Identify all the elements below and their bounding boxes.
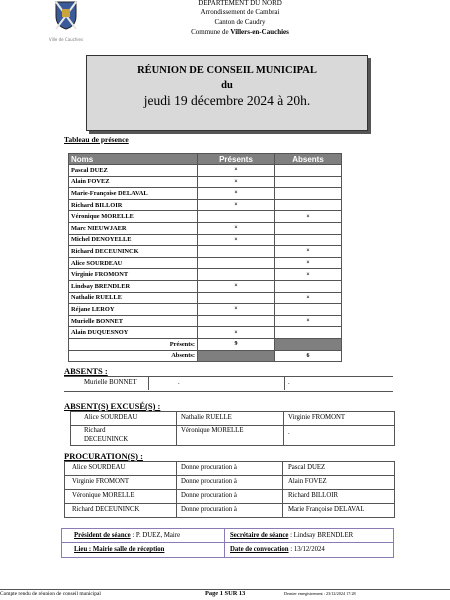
table-row — [69, 234, 342, 246]
total-present-value: 9 — [198, 338, 275, 350]
crest-caption: Ville de Cauchies — [48, 37, 84, 42]
table-row — [69, 211, 342, 223]
member-name: Réjane LEROY — [69, 304, 198, 316]
table-row — [69, 199, 342, 211]
present-mark: × — [198, 234, 275, 246]
absent-mark: × — [275, 269, 342, 281]
present-mark — [198, 246, 275, 258]
excused-5: Véronique MORELLE — [181, 427, 244, 434]
absent-mark: × — [275, 246, 342, 258]
excused-2: Nathalie RUELLE — [181, 414, 232, 421]
absent-person-1: Murielle BONNET — [84, 379, 137, 386]
procuration-to: Richard BILLOIR — [288, 492, 339, 499]
commune-name: Villers-en-Cauchies — [230, 28, 289, 36]
member-name: Richard BILLOIR — [69, 199, 198, 211]
table-row — [69, 292, 342, 304]
footer-page-number: Page 1 SUR 13 — [205, 590, 246, 597]
absent-mark: × — [275, 211, 342, 223]
procuration-from: Véronique MORELLE — [72, 492, 135, 499]
absent-mark: × — [275, 257, 342, 269]
table-row — [69, 304, 342, 316]
meeting-title-du: du — [221, 80, 233, 91]
excused-4-line2: DECEUNINCK — [84, 436, 129, 443]
absent-mark — [275, 304, 342, 316]
procuration-from: Richard DECEUNINCK — [72, 506, 140, 513]
procuration-verb: Donne procuration à — [181, 478, 237, 485]
member-name: Nathalie RUELLE — [69, 292, 198, 304]
absent-mark — [275, 188, 342, 200]
procuration-to: Marie Françoise DELAVAL — [288, 506, 365, 513]
present-mark: × — [198, 327, 275, 339]
present-mark: × — [198, 280, 275, 292]
town-crest-icon — [54, 0, 78, 30]
present-mark — [198, 315, 275, 327]
procuration-to: Pascal DUEZ — [288, 464, 326, 471]
present-mark — [198, 269, 275, 281]
absent-mark — [275, 199, 342, 211]
footer-doc-title: Compte rendu de réunion de conseil municipal — [0, 591, 101, 597]
col-present: Présents — [198, 154, 275, 165]
absent-mark — [275, 280, 342, 292]
present-mark: × — [198, 165, 275, 177]
presence-table — [68, 153, 342, 362]
table-row — [69, 176, 342, 188]
convocation-date-value: : 13/12/2024 — [288, 546, 325, 553]
excused-4-line1: Richard — [84, 427, 106, 434]
total-absent-filler — [198, 350, 275, 362]
table-row — [69, 315, 342, 327]
presence-label: Tableau de présence — [64, 135, 129, 144]
absent-person-2: . — [178, 379, 180, 386]
member-name: Alain DUQUESNOY — [69, 327, 198, 339]
total-absent-value: 6 — [275, 350, 342, 362]
convocation-date-label: Date de convocation — [230, 546, 289, 553]
absent-person-3: . — [288, 379, 290, 386]
president-value: : P. DUEZ, Maire — [130, 532, 181, 539]
presence-header-row — [69, 154, 342, 165]
procuration-verb: Donne procuration à — [181, 492, 237, 499]
meeting-title-box — [86, 55, 368, 131]
table-row — [69, 327, 342, 339]
procuration-verb: Donne procuration à — [181, 506, 237, 513]
total-present-label: Présents: — [69, 338, 198, 350]
president-label: Président de séance — [74, 532, 131, 539]
table-row — [69, 188, 342, 200]
header-department: DÉPARTEMENT DU NORD — [198, 0, 282, 7]
meeting-title: RÉUNION DE CONSEIL MUNICIPAL — [137, 65, 317, 76]
procuration-from: Alice SOURDEAU — [72, 464, 126, 471]
total-present-filler — [275, 338, 342, 350]
member-name: Marie-Françoise DELAVAL — [69, 188, 198, 200]
excused-3: Virginie FROMONT — [288, 414, 346, 421]
header-canton: Canton de Caudry — [214, 18, 266, 26]
absent-mark: × — [275, 315, 342, 327]
procuration-to: Alain FOVEZ — [288, 478, 327, 485]
present-mark — [198, 257, 275, 269]
table-row — [69, 280, 342, 292]
header-arrondissement: Arrondissement de Cambrai — [200, 8, 280, 16]
table-row — [69, 222, 342, 234]
table-row — [69, 246, 342, 258]
present-mark — [198, 211, 275, 223]
procuration-from: Virginie FROMONT — [72, 478, 130, 485]
present-mark: × — [198, 222, 275, 234]
procurations-label: PROCURATION(S) : — [64, 451, 143, 461]
member-name: Pascal DUEZ — [69, 165, 198, 177]
table-row — [69, 165, 342, 177]
total-absent-row — [69, 350, 342, 362]
footer-last-saved: Dernier enregistrement : 23/12/2024 17:28 — [284, 591, 356, 596]
present-mark: × — [198, 304, 275, 316]
convocation-date-field — [230, 546, 325, 553]
secretary-label: Secrétaire de séance — [230, 532, 289, 539]
secretary-field — [230, 532, 353, 539]
present-mark — [198, 292, 275, 304]
present-mark: × — [198, 188, 275, 200]
absent-mark — [275, 165, 342, 177]
member-name: Virginie FROMONT — [69, 269, 198, 281]
present-mark: × — [198, 176, 275, 188]
commune-prefix: Commune de — [191, 28, 231, 36]
absent-mark: × — [275, 292, 342, 304]
excused-1: Alice SOURDEAU — [84, 414, 138, 421]
absents-label: ABSENTS : — [64, 366, 108, 376]
member-name: Michel DENOYELLE — [69, 234, 198, 246]
president-field — [74, 532, 180, 539]
absent-mark — [275, 327, 342, 339]
member-name: Murielle BONNET — [69, 315, 198, 327]
place-field — [74, 546, 164, 553]
procuration-verb: Donne procuration à — [181, 464, 237, 471]
present-mark: × — [198, 199, 275, 211]
meeting-date: jeudi 19 décembre 2024 à 20h. — [143, 93, 311, 108]
place-label: Lieu : Mairie salle de réception — [74, 546, 165, 553]
col-names: Noms — [69, 154, 198, 165]
table-row — [69, 269, 342, 281]
total-present-row — [69, 338, 342, 350]
absent-mark — [275, 176, 342, 188]
absent-mark — [275, 234, 342, 246]
excused-6: . — [288, 429, 290, 436]
excuses-label: ABSENT(S) EXCUSÉ(S) : — [64, 401, 161, 411]
secretary-value: : Lindsay BRENDLER — [288, 532, 354, 539]
header-commune — [150, 28, 330, 37]
absent-mark — [275, 222, 342, 234]
total-absent-label: Absents: — [69, 350, 198, 362]
member-name: Marc NIEUWJAER — [69, 222, 198, 234]
member-name: Alice SOURDEAU — [69, 257, 198, 269]
member-name: Lindsay BRENDLER — [69, 280, 198, 292]
table-row — [69, 257, 342, 269]
member-name: Véronique MORELLE — [69, 211, 198, 223]
member-name: Richard DECEUNINCK — [69, 246, 198, 258]
member-name: Alain FOVEZ — [69, 176, 198, 188]
col-absent: Absents — [275, 154, 342, 165]
